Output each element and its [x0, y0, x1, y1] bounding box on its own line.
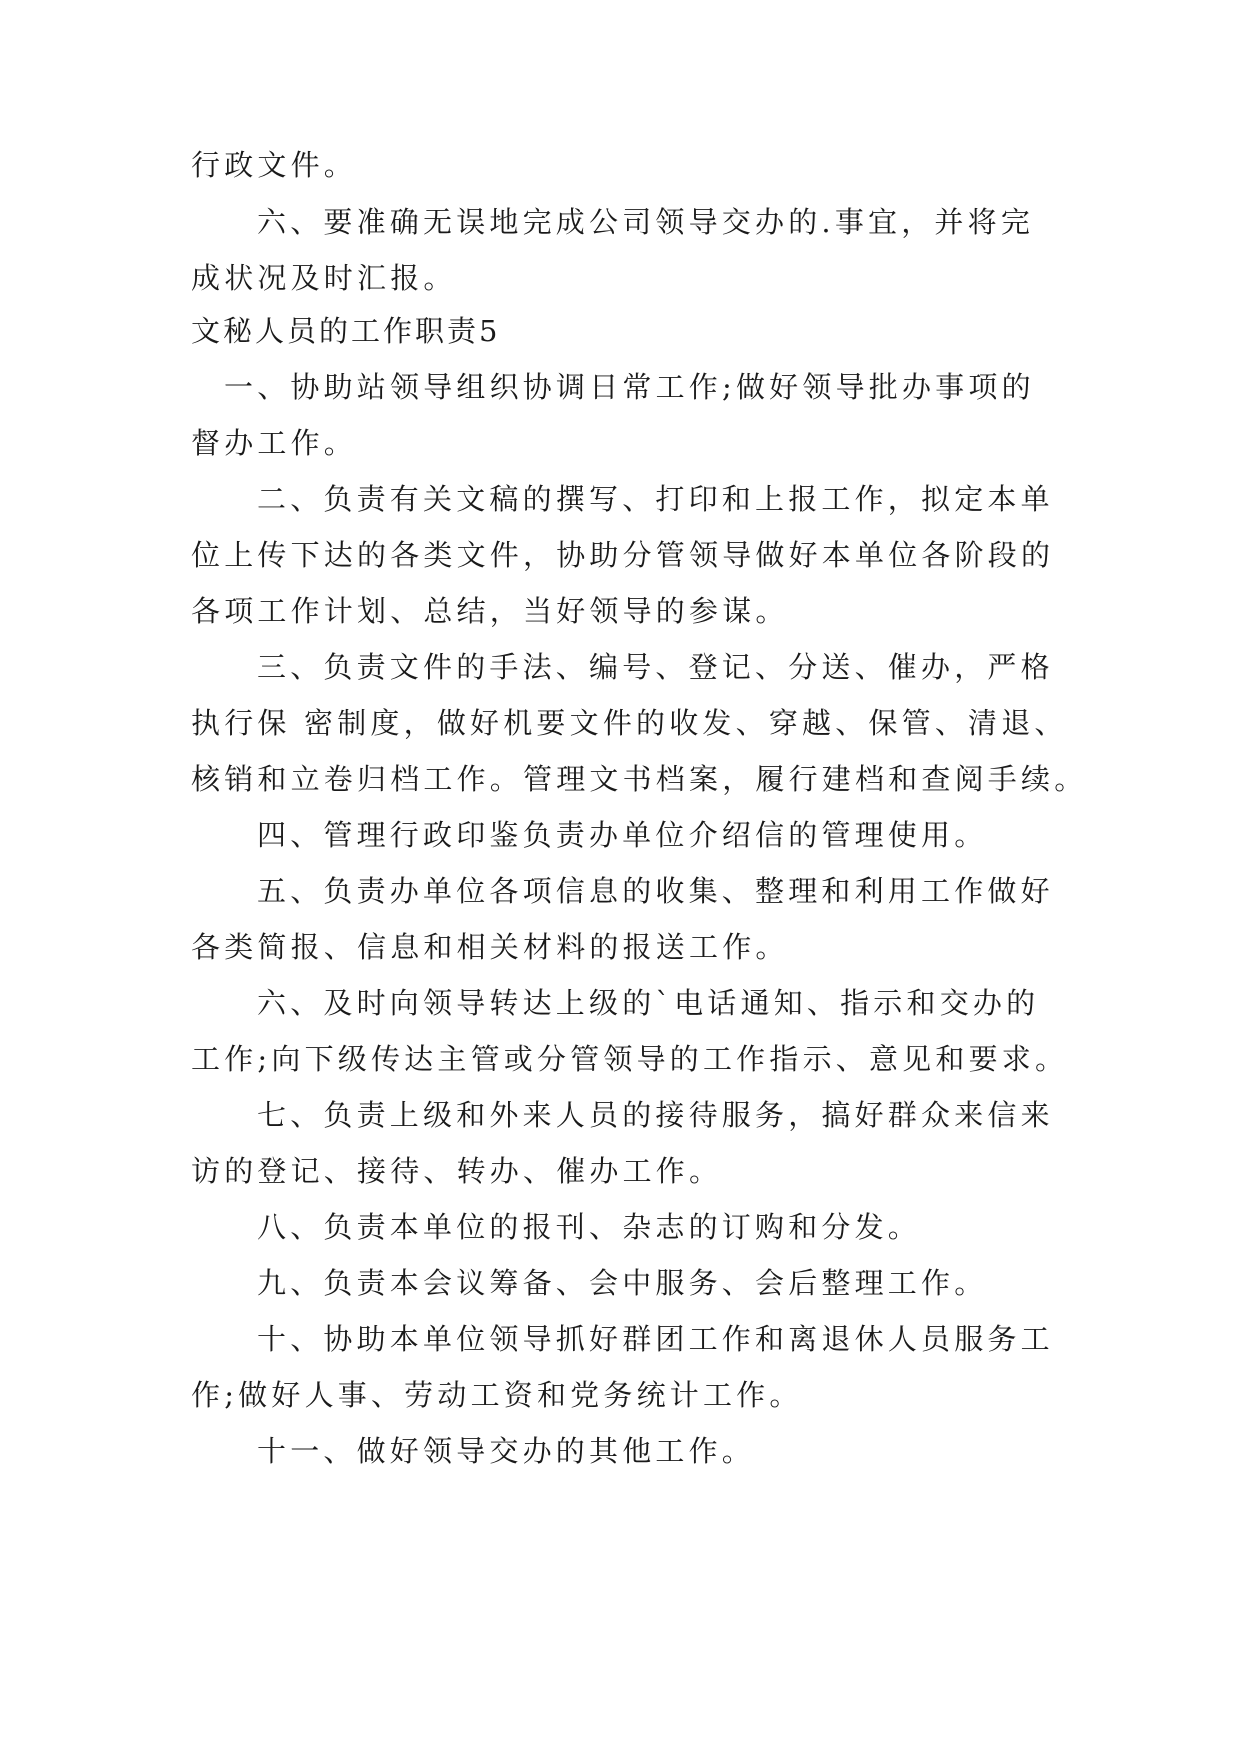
- text-line: 作;做好人事、劳动工资和党务统计工作。: [191, 1378, 803, 1412]
- section-heading: 文秘人员的工作职责5: [191, 314, 501, 348]
- text-line: 督办工作。: [191, 426, 358, 460]
- text-line: 十一、做好领导交办的其他工作。: [257, 1434, 756, 1468]
- text-line: 四、管理行政印鉴负责办单位介绍信的管理使用。: [257, 818, 988, 852]
- text-line: 六、要准确无误地完成公司领导交办的.事宜，并将完: [257, 205, 1035, 239]
- text-line: 各类简报、信息和相关材料的报送工作。: [191, 930, 789, 964]
- text-line: 八、负责本单位的报刊、杂志的订购和分发。: [257, 1210, 922, 1244]
- text-line: 六、及时向领导转达上级的`电话通知、指示和交办的: [257, 986, 1040, 1020]
- text-line: 访的登记、接待、转办、催办工作。: [191, 1154, 723, 1188]
- text-line: 一、协助站领导组织协调日常工作;做好领导批办事项的: [224, 370, 1035, 404]
- text-line: 各项工作计划、总结，当好领导的参谋。: [191, 594, 789, 628]
- text-line: 位上传下达的各类文件，协助分管领导做好本单位各阶段的: [191, 538, 1055, 572]
- text-line: 成状况及时汇报。: [191, 261, 457, 295]
- text-line: 五、负责办单位各项信息的收集、整理和利用工作做好: [257, 874, 1054, 908]
- text-line: 工作;向下级传达主管或分管领导的工作指示、意见和要求。: [191, 1042, 1069, 1076]
- text-line: 三、负责文件的手法、编号、登记、分送、催办，严格: [257, 650, 1054, 684]
- text-line: 行政文件。: [191, 148, 358, 182]
- text-line: 执行保 密制度，做好机要文件的收发、穿越、保管、清退、: [191, 706, 1068, 740]
- text-line: 二、负责有关文稿的撰写、打印和上报工作，拟定本单: [257, 482, 1054, 516]
- text-line: 七、负责上级和外来人员的接待服务，搞好群众来信来: [257, 1098, 1054, 1132]
- text-line: 九、负责本会议筹备、会中服务、会后整理工作。: [257, 1266, 988, 1300]
- text-line: 十、协助本单位领导抓好群团工作和离退休人员服务工: [257, 1322, 1054, 1356]
- text-line: 核销和立卷归档工作。管理文书档案，履行建档和查阅手续。: [191, 762, 1088, 796]
